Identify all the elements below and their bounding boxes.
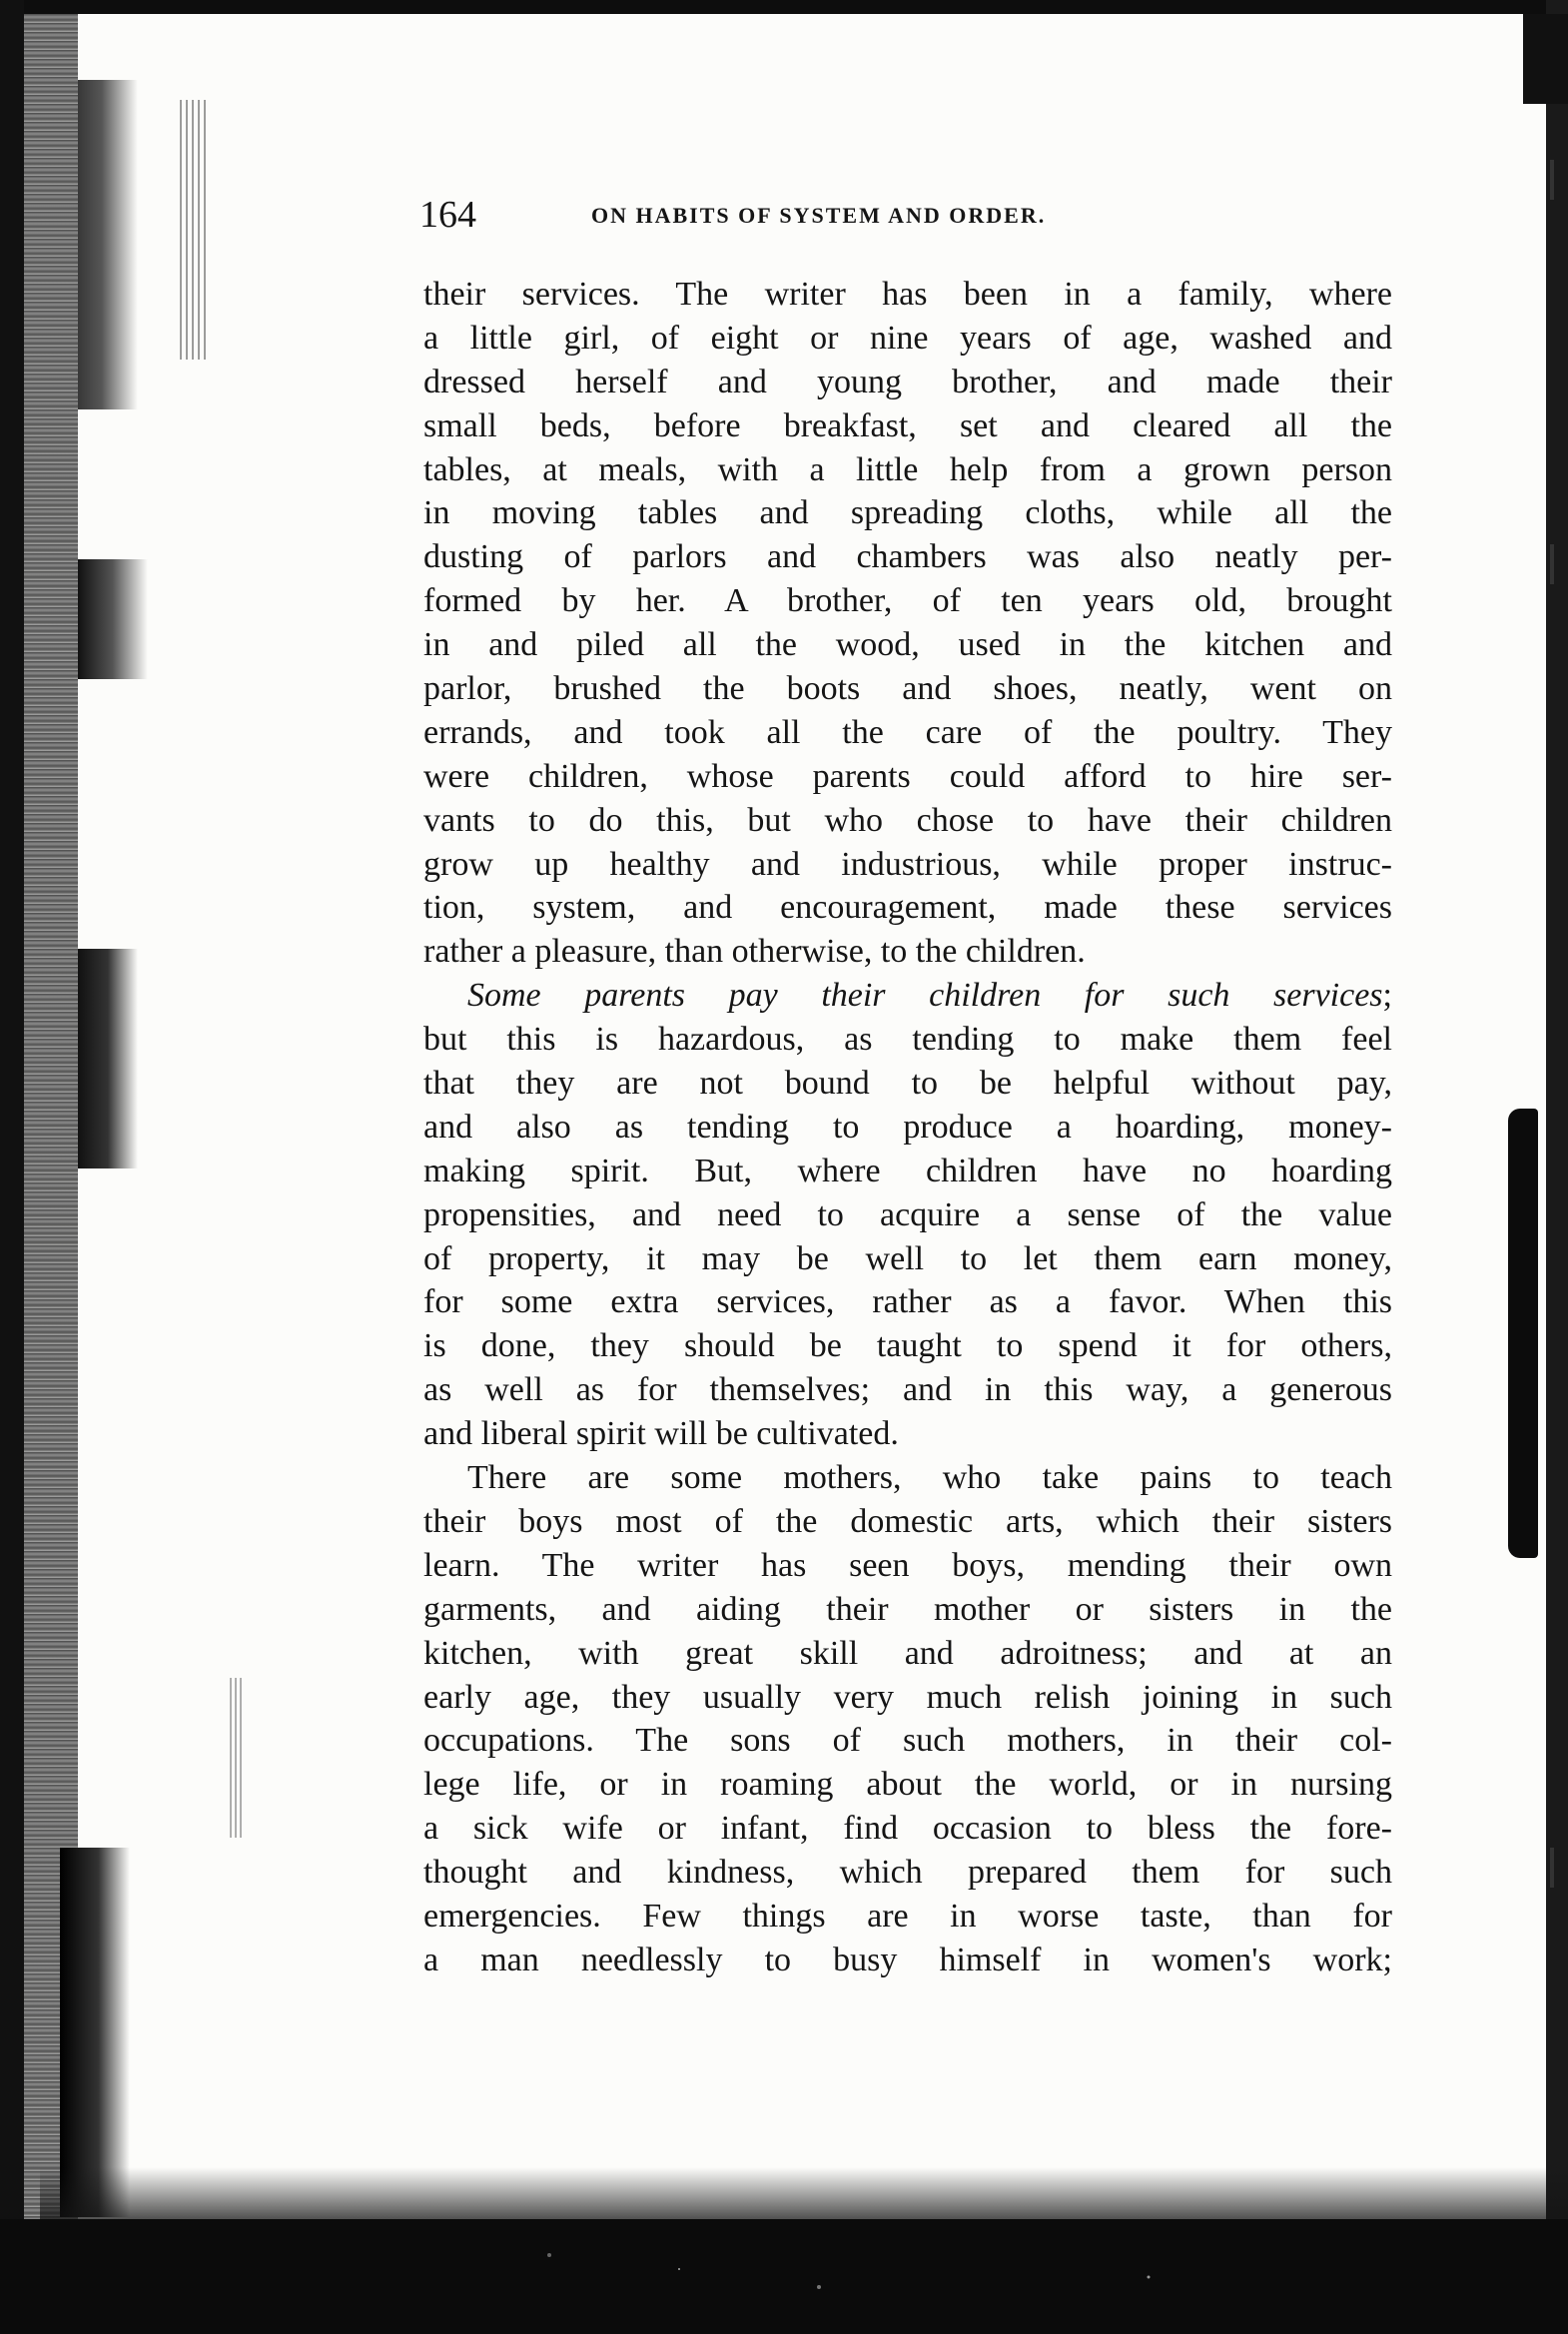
text-line: that they are not bound to be helpful without pay, xyxy=(423,1065,1392,1103)
text-line: tables, at meals, with a little help from a grown person xyxy=(423,450,1392,488)
page-tab-shadow xyxy=(1508,1109,1538,1558)
edge-tick xyxy=(1550,160,1554,200)
italic-phrase: Some parents pay their children for such services xyxy=(467,977,1383,1015)
text-line: kitchen, with great skill and adroitness; and at an xyxy=(423,1634,1392,1672)
text-line: in moving tables and spreading cloths, while all the xyxy=(423,494,1392,532)
text-line: were children, whose parents could afford to hire ser- xyxy=(423,757,1392,795)
text-line: dressed herself and young brother, and made their xyxy=(423,363,1392,400)
text-line: for some extra services, rather as a favor. When this xyxy=(423,1283,1392,1321)
ink-bleed xyxy=(180,100,210,360)
text-line: a sick wife or infant, find occasion to bless the fore- xyxy=(423,1810,1392,1848)
text-line: their boys most of the domestic arts, which their sisters xyxy=(423,1502,1392,1540)
text-line: but this is hazardous, as tending to make them feel xyxy=(423,1021,1392,1059)
text-line: propensities, and need to acquire a sense of the value xyxy=(423,1195,1392,1233)
text-line: errands, and took all the care of the poultry. They xyxy=(423,713,1392,751)
text-line: vants to do this, but who chose to have their children xyxy=(423,801,1392,839)
text-fragment: ; xyxy=(1382,977,1392,1015)
text-line: thought and kindness, which prepared them for such xyxy=(423,1854,1392,1892)
edge-tick xyxy=(1550,1848,1554,1888)
page-number: 164 xyxy=(419,194,476,236)
text-line: small beds, before breakfast, set and cleared all the xyxy=(423,406,1392,444)
body-text xyxy=(423,273,1392,1982)
scan-edge-mark xyxy=(1523,14,1568,104)
gutter-shadow xyxy=(78,80,138,409)
text-line: in and piled all the wood, used in the kitchen and xyxy=(423,626,1392,664)
text-line: There are some mothers, who take pains to teach xyxy=(467,1459,1392,1497)
text-line: a man needlessly to busy himself in women's work; xyxy=(423,1941,1392,1978)
text-line: formed by her. A brother, of ten years old, brought xyxy=(423,582,1392,620)
text-line: garments, and aiding their mother or sisters in the xyxy=(423,1590,1392,1628)
gutter-shadow xyxy=(78,559,148,679)
text-line: rather a pleasure, than otherwise, to the children. xyxy=(423,933,1086,971)
text-line: as well as for themselves; and in this way, a generous xyxy=(423,1371,1392,1409)
text-line: emergencies. Few things are in worse taste, than for xyxy=(423,1897,1392,1935)
text-line: lege life, or in roaming about the world, or in nursing xyxy=(423,1766,1392,1804)
text-line: their services. The writer has been in a family, where xyxy=(423,276,1392,313)
text-line: dusting of parlors and chambers was also neatly per- xyxy=(423,538,1392,576)
page-header xyxy=(419,190,1418,240)
running-title: ON HABITS OF SYSTEM AND ORDER. xyxy=(591,203,1047,228)
scan-edge-right xyxy=(1546,0,1568,2334)
text-line: tion, system, and encouragement, made these services xyxy=(423,889,1392,927)
text-line: is done, they should be taught to spend it for others, xyxy=(423,1327,1392,1365)
ink-bleed xyxy=(230,1678,244,1838)
text-line: occupations. The sons of such mothers, in their col- xyxy=(423,1722,1392,1760)
text-line: grow up healthy and industrious, while proper instruc- xyxy=(423,845,1392,883)
scan-edge-bottom-fade xyxy=(40,2167,1568,2227)
text-line: early age, they usually very much relish joining in such xyxy=(423,1678,1392,1716)
text-line: and liberal spirit will be cultivated. xyxy=(423,1415,899,1453)
paper-specks xyxy=(539,2247,1238,2297)
gutter-shadow xyxy=(78,949,138,1168)
text-line: and also as tending to produce a hoarding, money- xyxy=(423,1108,1392,1146)
text-line-italic-start xyxy=(423,974,1392,1018)
text-line: making spirit. But, where children have no hoarding xyxy=(423,1152,1392,1189)
scan-edge-top xyxy=(0,0,1568,14)
scan-edge-left xyxy=(0,0,24,2334)
edge-tick xyxy=(1550,544,1554,584)
text-line: a little girl, of eight or nine years of age, washed and xyxy=(423,319,1392,357)
text-line: learn. The writer has seen boys, mending their own xyxy=(423,1546,1392,1584)
text-line: of property, it may be well to let them earn money, xyxy=(423,1239,1392,1277)
gutter-shadow xyxy=(60,1848,130,2217)
text-line: parlor, brushed the boots and shoes, neatly, went on xyxy=(423,670,1392,708)
